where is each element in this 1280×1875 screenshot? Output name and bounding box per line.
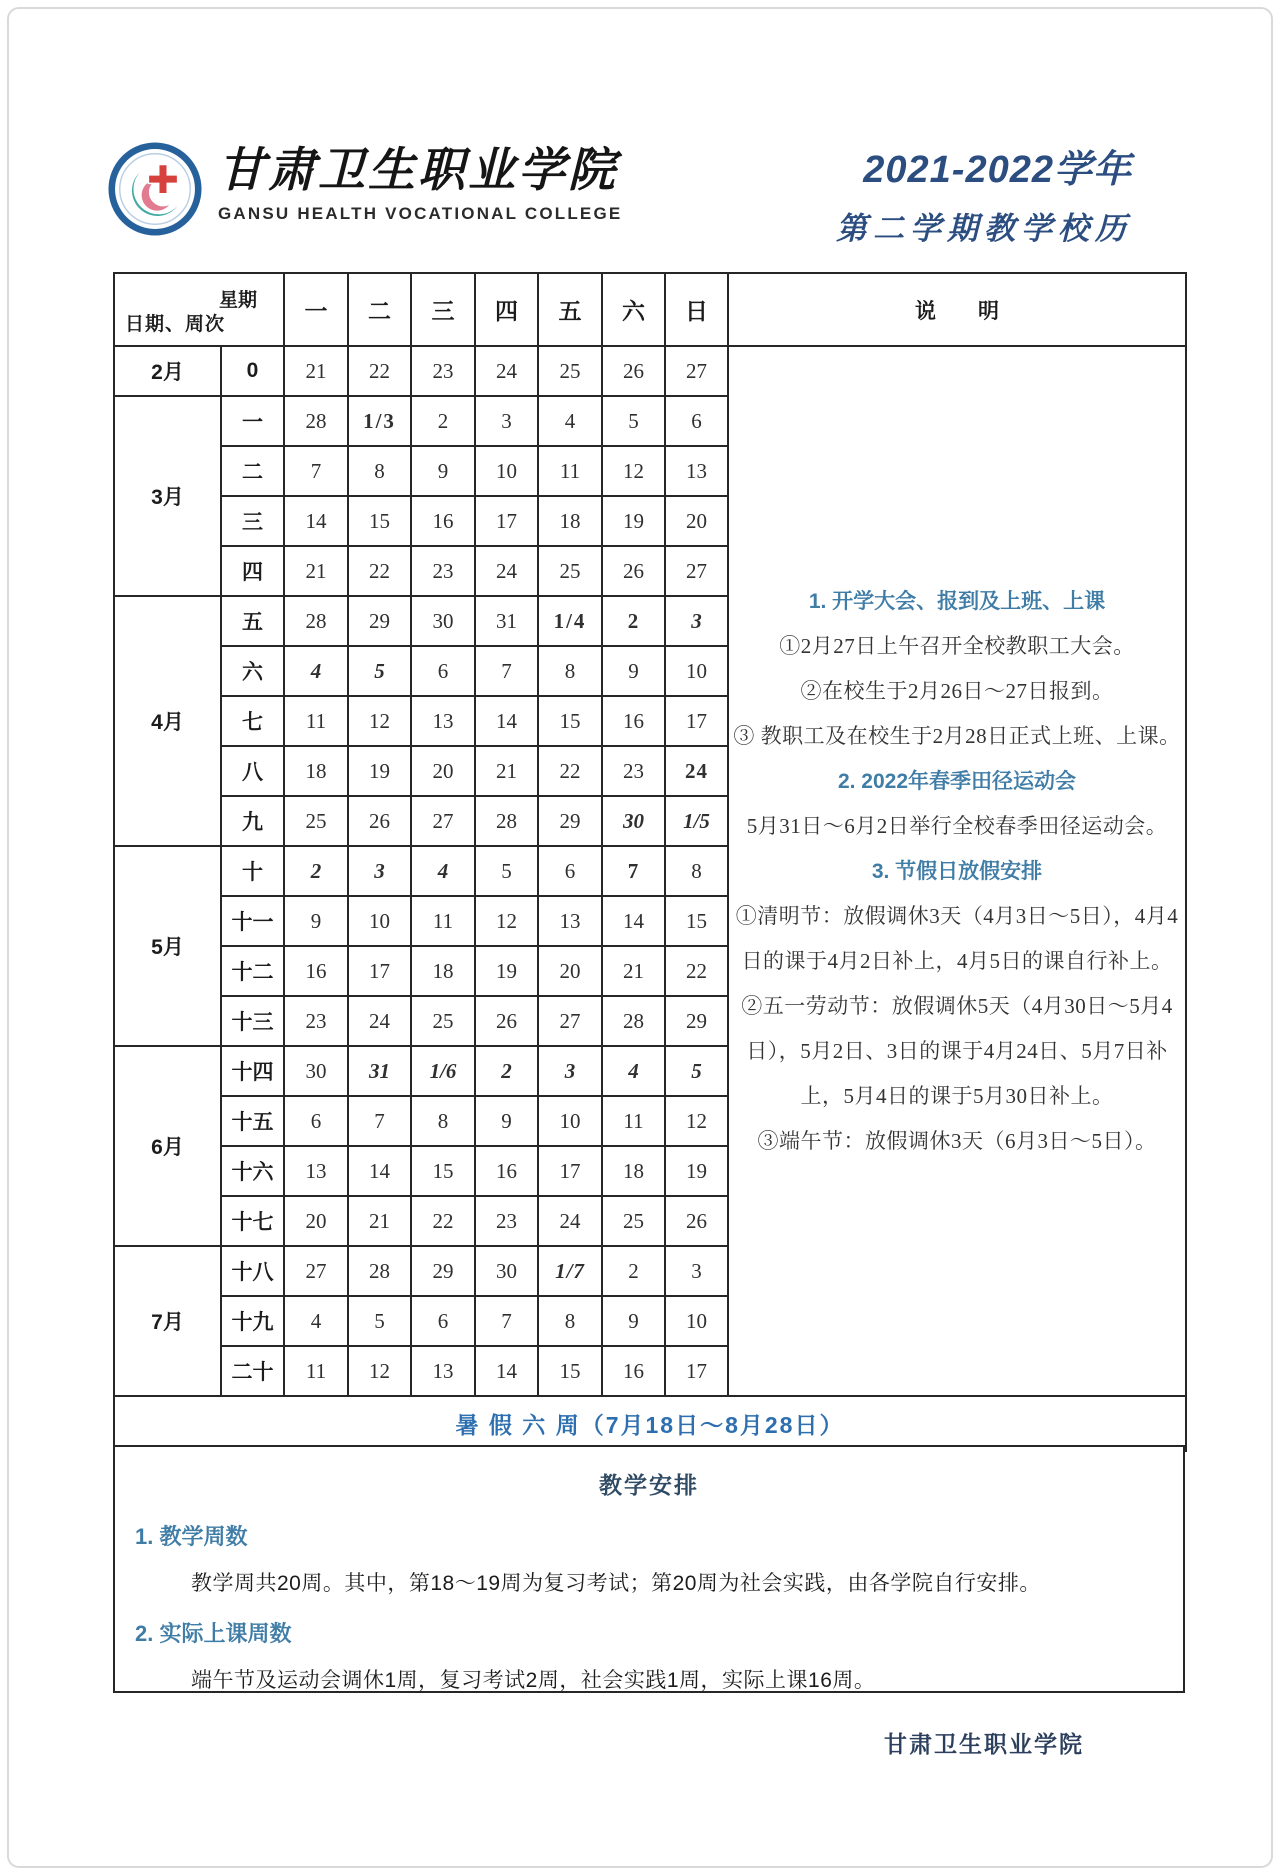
day-cell: 22 (348, 346, 411, 396)
day-cell: 17 (665, 696, 728, 746)
day-cell: 28 (475, 796, 538, 846)
day-cell: 18 (284, 746, 348, 796)
week-number: 十五 (221, 1096, 284, 1146)
day-cell: 8 (411, 1096, 475, 1146)
day-cell: 3 (475, 396, 538, 446)
day-cell: 6 (665, 396, 728, 446)
day-cell: 22 (665, 946, 728, 996)
day-cell: 2 (284, 846, 348, 896)
day-cell: 13 (284, 1146, 348, 1196)
day-cell: 4 (411, 846, 475, 896)
note-paragraph: ③ 教职工及在校生于2月28日正式上班、上课。 (733, 723, 1181, 748)
calendar-header-row (114, 273, 1186, 346)
corner-label-date: 日期、周次 (125, 314, 226, 335)
day-cell: 20 (411, 746, 475, 796)
day-cell: 17 (475, 496, 538, 546)
day-cell: 2 (411, 396, 475, 446)
day-cell: 1/7 (538, 1246, 602, 1296)
day-cell: 1/4 (538, 596, 602, 646)
day-cell: 2 (475, 1046, 538, 1096)
day-cell: 7 (284, 446, 348, 496)
term-year: 2021-2022学年 (863, 149, 1132, 191)
day-cell: 7 (348, 1096, 411, 1146)
day-cell: 26 (665, 1196, 728, 1246)
day-cell: 14 (602, 896, 665, 946)
day-cell: 11 (284, 696, 348, 746)
notes-cell (728, 346, 1186, 1396)
note-section-heading: 1. 开学大会、报到及上班、上课 (808, 589, 1106, 613)
day-cell: 1/6 (411, 1046, 475, 1096)
week-number: 十八 (221, 1246, 284, 1296)
week-number: 七 (221, 696, 284, 746)
day-cell: 29 (348, 596, 411, 646)
day-header: 一 (284, 273, 348, 346)
corner-label-week: 星期 (218, 290, 257, 311)
note-section-heading: 3. 节假日放假安排 (871, 859, 1043, 883)
corner-cell (114, 273, 284, 346)
day-cell: 30 (411, 596, 475, 646)
month-label: 4月 (114, 596, 221, 846)
day-cell: 17 (665, 1346, 728, 1396)
day-cell: 25 (411, 996, 475, 1046)
day-cell: 5 (475, 846, 538, 896)
teaching-item-2-body: 端午节及运动会调休1周，复习考试2周，社会实践1周，实际上课16周。 (191, 1669, 876, 1692)
week-number: 一 (221, 396, 284, 446)
teaching-item-1-body: 教学周共20周。其中，第18～19周为复习考试；第20周为社会实践，由各学院自行安排。 (191, 1572, 1041, 1595)
week-number: 六 (221, 646, 284, 696)
summer-row (114, 1396, 1186, 1451)
day-cell: 28 (602, 996, 665, 1046)
day-cell: 23 (411, 546, 475, 596)
calendar-week-row (114, 346, 1186, 396)
teaching-item-1-heading: 1. 教学周数 (135, 1524, 248, 1549)
day-cell: 15 (538, 696, 602, 746)
term-semester: 第二学期教学校历 (836, 211, 1132, 247)
day-cell: 26 (348, 796, 411, 846)
day-cell: 10 (475, 446, 538, 496)
day-cell: 24 (665, 746, 728, 796)
day-cell: 24 (348, 996, 411, 1046)
day-cell: 6 (411, 646, 475, 696)
day-cell: 26 (475, 996, 538, 1046)
note-paragraph: 5月31日～6月2日举行全校春季田径运动会。 (746, 813, 1168, 838)
day-cell: 5 (348, 646, 411, 696)
day-cell: 4 (602, 1046, 665, 1096)
day-cell: 11 (411, 896, 475, 946)
day-cell: 23 (411, 346, 475, 396)
day-cell: 30 (602, 796, 665, 846)
day-header: 五 (538, 273, 602, 346)
day-cell: 10 (348, 896, 411, 946)
day-cell: 13 (538, 896, 602, 946)
day-cell: 6 (411, 1296, 475, 1346)
day-cell: 2 (602, 596, 665, 646)
day-cell: 31 (475, 596, 538, 646)
day-cell: 7 (475, 646, 538, 696)
day-cell: 11 (284, 1346, 348, 1396)
month-label: 3月 (114, 396, 221, 596)
college-logo-icon (108, 142, 202, 241)
day-cell: 2 (602, 1246, 665, 1296)
day-cell: 14 (284, 496, 348, 546)
day-cell: 6 (538, 846, 602, 896)
week-number: 八 (221, 746, 284, 796)
week-number: 十六 (221, 1146, 284, 1196)
day-cell: 11 (538, 446, 602, 496)
day-cell: 6 (284, 1096, 348, 1146)
week-number: 十三 (221, 996, 284, 1046)
week-number: 十九 (221, 1296, 284, 1346)
day-cell: 28 (284, 396, 348, 446)
week-number: 三 (221, 496, 284, 546)
day-cell: 30 (284, 1046, 348, 1096)
day-cell: 28 (348, 1246, 411, 1296)
day-cell: 21 (602, 946, 665, 996)
day-cell: 9 (284, 896, 348, 946)
day-cell: 16 (284, 946, 348, 996)
day-cell: 26 (602, 546, 665, 596)
day-cell: 7 (602, 846, 665, 896)
day-cell: 27 (538, 996, 602, 1046)
day-cell: 24 (475, 546, 538, 596)
day-cell: 12 (665, 1096, 728, 1146)
day-cell: 14 (348, 1146, 411, 1196)
day-cell: 21 (284, 346, 348, 396)
week-number: 九 (221, 796, 284, 846)
day-cell: 13 (665, 446, 728, 496)
day-cell: 22 (348, 546, 411, 596)
day-cell: 30 (475, 1246, 538, 1296)
day-cell: 29 (411, 1246, 475, 1296)
week-number: 十七 (221, 1196, 284, 1246)
teaching-title: 教学安排 (599, 1472, 699, 1498)
day-cell: 5 (348, 1296, 411, 1346)
day-cell: 23 (284, 996, 348, 1046)
day-cell: 12 (348, 696, 411, 746)
day-header: 四 (475, 273, 538, 346)
month-label: 7月 (114, 1246, 221, 1396)
day-cell: 16 (411, 496, 475, 546)
month-label: 6月 (114, 1046, 221, 1246)
day-cell: 23 (602, 746, 665, 796)
day-cell: 9 (602, 1296, 665, 1346)
day-cell: 1/3 (348, 396, 411, 446)
day-header: 三 (411, 273, 475, 346)
day-cell: 19 (348, 746, 411, 796)
day-cell: 12 (475, 896, 538, 946)
day-cell: 15 (665, 896, 728, 946)
day-cell: 23 (475, 1196, 538, 1246)
summer-vacation-note: 暑 假 六 周（7月18日～8月28日） (114, 1396, 1186, 1451)
day-cell: 18 (602, 1146, 665, 1196)
day-cell: 8 (538, 646, 602, 696)
day-cell: 8 (348, 446, 411, 496)
day-cell: 20 (665, 496, 728, 546)
day-header: 六 (602, 273, 665, 346)
day-cell: 25 (538, 346, 602, 396)
day-cell: 3 (665, 596, 728, 646)
day-cell: 10 (538, 1096, 602, 1146)
day-cell: 4 (284, 646, 348, 696)
day-cell: 1/5 (665, 796, 728, 846)
calendar-table (113, 272, 1187, 1452)
note-paragraph: ②五一劳动节：放假调休5天（4月30日～5月4日），5月2日、3日的课于4月24日、5月7日补上，5月4日的课于5月30日补上。 (741, 993, 1173, 1108)
day-cell: 14 (475, 696, 538, 746)
month-label: 5月 (114, 846, 221, 1046)
day-cell: 18 (538, 496, 602, 546)
day-cell: 7 (475, 1296, 538, 1346)
day-cell: 24 (475, 346, 538, 396)
day-cell: 29 (665, 996, 728, 1046)
day-cell: 20 (538, 946, 602, 996)
day-cell: 28 (284, 596, 348, 646)
college-name-block (218, 142, 622, 224)
day-cell: 20 (284, 1196, 348, 1246)
college-name-zh: 甘肃卫生职业学院 (218, 143, 618, 198)
day-cell: 27 (665, 546, 728, 596)
day-cell: 5 (665, 1046, 728, 1096)
day-cell: 14 (475, 1346, 538, 1396)
week-number: 二十 (221, 1346, 284, 1396)
day-cell: 27 (284, 1246, 348, 1296)
day-cell: 27 (665, 346, 728, 396)
day-cell: 15 (411, 1146, 475, 1196)
day-cell: 21 (348, 1196, 411, 1246)
week-number: 五 (221, 596, 284, 646)
day-cell: 25 (602, 1196, 665, 1246)
day-header: 日 (665, 273, 728, 346)
week-number: 0 (221, 346, 284, 396)
term-title (836, 138, 1132, 248)
day-cell: 15 (348, 496, 411, 546)
day-cell: 15 (538, 1346, 602, 1396)
day-cell: 29 (538, 796, 602, 846)
day-cell: 3 (665, 1246, 728, 1296)
week-number: 二 (221, 446, 284, 496)
day-cell: 31 (348, 1046, 411, 1096)
week-number: 十二 (221, 946, 284, 996)
day-cell: 27 (411, 796, 475, 846)
day-cell: 3 (348, 846, 411, 896)
day-cell: 13 (411, 696, 475, 746)
day-cell: 22 (411, 1196, 475, 1246)
day-cell: 16 (602, 1346, 665, 1396)
day-cell: 12 (602, 446, 665, 496)
day-cell: 4 (284, 1296, 348, 1346)
day-header: 二 (348, 273, 411, 346)
day-cell: 13 (411, 1346, 475, 1396)
day-cell: 16 (475, 1146, 538, 1196)
day-cell: 12 (348, 1346, 411, 1396)
day-cell: 17 (538, 1146, 602, 1196)
college-name-en: GANSU HEALTH VOCATIONAL COLLEGE (218, 204, 623, 223)
month-label: 2月 (114, 346, 221, 396)
day-cell: 18 (411, 946, 475, 996)
day-cell: 22 (538, 746, 602, 796)
day-cell: 24 (538, 1196, 602, 1246)
day-cell: 11 (602, 1096, 665, 1146)
week-number: 十一 (221, 896, 284, 946)
day-cell: 8 (665, 846, 728, 896)
day-cell: 21 (284, 546, 348, 596)
day-cell: 19 (475, 946, 538, 996)
day-cell: 9 (411, 446, 475, 496)
day-cell: 10 (665, 646, 728, 696)
week-number: 十四 (221, 1046, 284, 1096)
day-cell: 9 (602, 646, 665, 696)
week-number: 四 (221, 546, 284, 596)
teaching-box (113, 1445, 1185, 1693)
day-cell: 16 (602, 696, 665, 746)
college-signature: 甘肃卫生职业学院 (884, 1731, 1084, 1757)
note-paragraph: ③端午节：放假调休3天（6月3日～5日）。 (757, 1128, 1157, 1153)
day-cell: 5 (602, 396, 665, 446)
day-cell: 4 (538, 396, 602, 446)
day-cell: 25 (284, 796, 348, 846)
day-cell: 10 (665, 1296, 728, 1346)
day-cell: 17 (348, 946, 411, 996)
week-number: 十 (221, 846, 284, 896)
day-cell: 25 (538, 546, 602, 596)
note-paragraph: ②在校生于2月26日～27日报到。 (800, 678, 1114, 703)
note-paragraph: ①清明节：放假调休3天（4月3日～5日），4月4日的课于4月2日补上，4月5日的课自行补上。 (735, 903, 1179, 973)
header-brand (108, 142, 622, 241)
day-cell: 3 (538, 1046, 602, 1096)
teaching-item-2-heading: 2. 实际上课周数 (135, 1621, 292, 1646)
day-cell: 8 (538, 1296, 602, 1346)
day-cell: 26 (602, 346, 665, 396)
day-cell: 9 (475, 1096, 538, 1146)
day-cell: 21 (475, 746, 538, 796)
note-paragraph: ①2月27日上午召开全校教职工大会。 (779, 633, 1135, 658)
note-section-heading: 2. 2022年春季田径运动会 (837, 769, 1077, 793)
day-cell: 19 (665, 1146, 728, 1196)
notes-header: 说 明 (728, 273, 1186, 346)
day-cell: 19 (602, 496, 665, 546)
